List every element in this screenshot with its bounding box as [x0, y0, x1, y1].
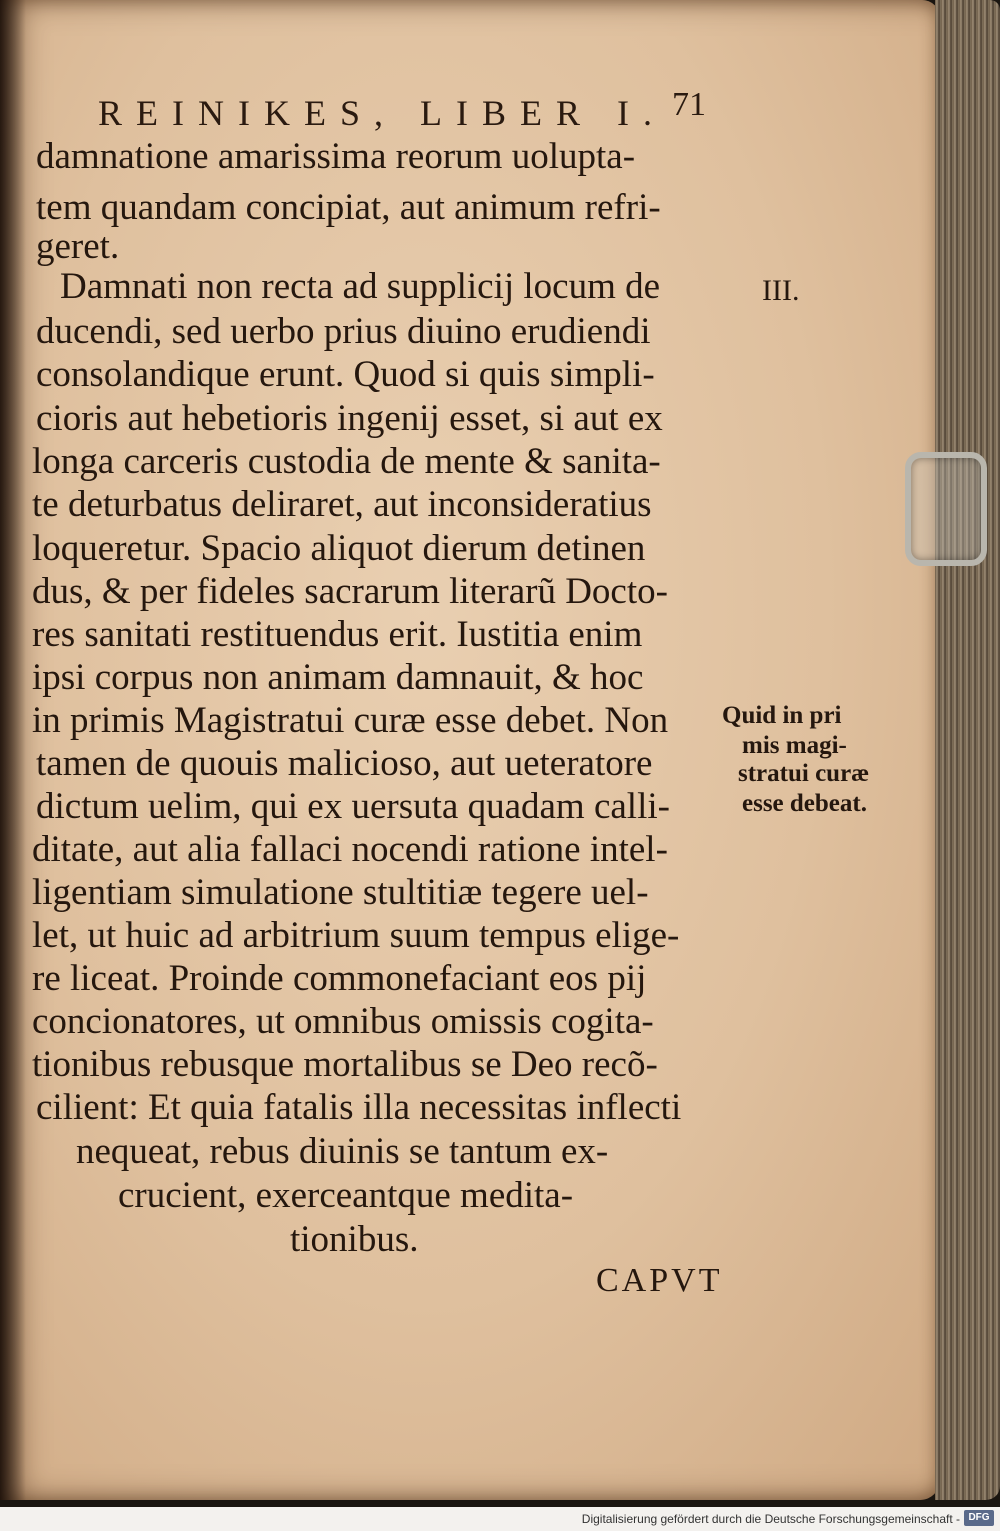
margin-note-line: Quid in pri: [722, 702, 842, 729]
text-line: ditate, aut alia fallaci nocendi ratione intel-: [32, 829, 668, 870]
page-clip: [905, 452, 987, 566]
text-line: ipsi corpus non animam damnauit, & hoc: [32, 657, 644, 698]
margin-note-line: stratui curæ: [738, 760, 870, 787]
text-line: te deturbatus deliraret, aut inconsideratius: [32, 484, 652, 525]
text-line: cilient: Et quia fatalis illa necessitas inflecti: [36, 1087, 682, 1128]
margin-note-line: mis magi-: [742, 732, 847, 759]
text-line: ligentiam simulatione stultitiæ tegere uel-: [32, 872, 649, 913]
text-line: in primis Magistratui curæ esse debet. Non: [32, 700, 669, 741]
text-line: let, ut huic ad arbitrium suum tempus elige-: [32, 915, 680, 956]
margin-section-numeral: III.: [762, 274, 800, 307]
text-line: loqueretur. Spacio aliquot dierum detinen: [32, 528, 646, 569]
text-line: res sanitati restituendus erit. Iustitia enim: [32, 614, 643, 655]
text-line: longa carceris custodia de mente & sanita-: [32, 441, 661, 482]
text-line: geret.: [36, 226, 120, 267]
text-line: tem quandam concipiat, aut animum refri-: [36, 187, 661, 228]
text-line: crucient, exerceantque medita-: [118, 1175, 574, 1216]
spine-shadow: [0, 0, 26, 1500]
footer-credit: Digitalisierung gefördert durch die Deutsche Forschungsgemeinschaft -: [581, 1512, 960, 1526]
text-line: concionatores, ut omnibus omissis cogita-: [32, 1001, 654, 1042]
text-line: ducendi, sed uerbo prius diuino erudiendi: [36, 311, 651, 352]
page-edges: [935, 0, 1000, 1500]
dfg-logo-icon: DFG: [964, 1510, 994, 1526]
text-line: nequeat, rebus diuinis se tantum ex-: [76, 1131, 609, 1172]
text-line: tionibus rebusque mortalibus se Deo recõ-: [32, 1044, 658, 1085]
text-line: cioris aut hebetioris ingenij esset, si aut ex: [36, 398, 663, 439]
text-line: re liceat. Proinde commonefaciant eos pij: [32, 958, 647, 999]
text-line: tamen de quouis malicioso, aut ueteratore: [36, 743, 653, 784]
text-line: consolandique erunt. Quod si quis simpli-: [36, 354, 655, 395]
catchword: CAPVT: [596, 1262, 723, 1299]
folio-number: 71: [672, 86, 706, 123]
margin-note-line: esse debeat.: [742, 790, 867, 817]
text-line: dictum uelim, qui ex uersuta quadam calli-: [36, 786, 670, 827]
running-head: REINIKES, LIBER I.: [98, 93, 666, 133]
text-line: tionibus.: [290, 1219, 419, 1260]
text-line: damnatione amarissima reorum uolupta-: [36, 136, 636, 177]
text-line: dus, & per fideles sacrarum literarũ Docto-: [32, 571, 668, 612]
text-line: Damnati non recta ad supplicij locum de: [60, 266, 661, 307]
